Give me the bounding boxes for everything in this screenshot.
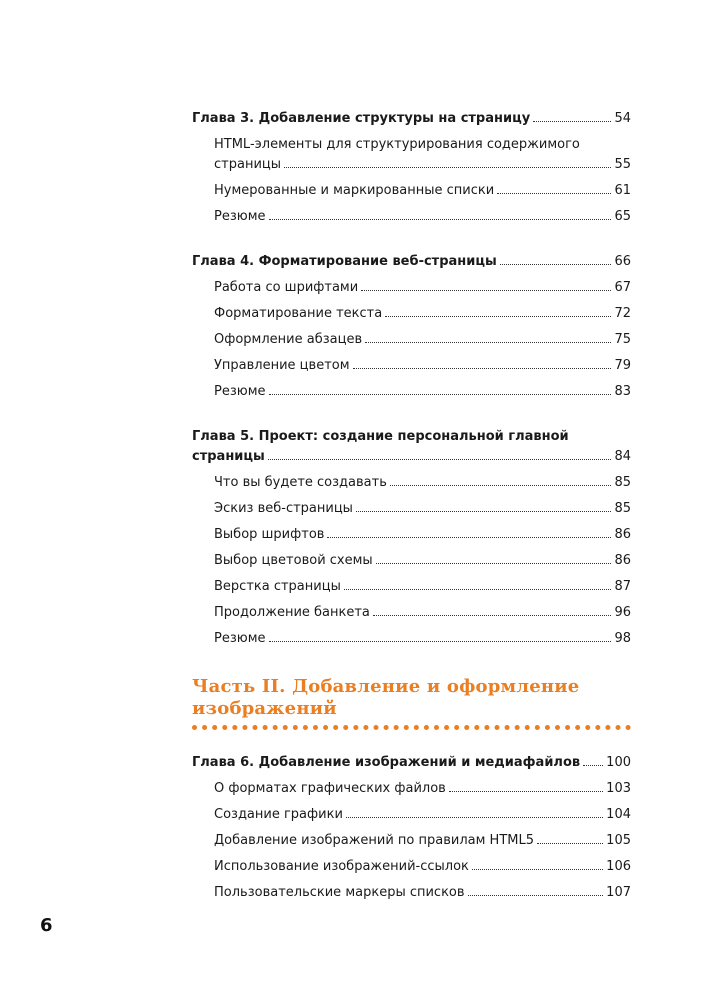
toc-page-number: 104 [606,807,631,822]
toc-page-number: 79 [614,358,631,373]
toc-entry-title-line: HTML-элементы для структурирования содержимого [214,137,580,152]
toc-group-chapter-4 [192,249,631,405]
toc-leader-dots [327,537,611,538]
toc-entry-title-line: страницы [214,157,281,172]
toc-page-number: 65 [614,209,631,224]
toc-entry-title: Продолжение банкета [214,605,370,620]
toc-page-number: 66 [614,254,631,269]
toc-section-entry[interactable] [192,880,631,906]
toc-section-entry[interactable] [192,275,631,301]
toc-page-number: 87 [614,579,631,594]
toc-page-number: 86 [614,527,631,542]
toc-entry-title: Верстка страницы [214,579,341,594]
toc-entry-title: Выбор шрифтов [214,527,325,542]
toc-page-number: 72 [614,306,631,321]
toc-section-entry[interactable] [192,327,631,353]
toc-leader-dots [284,167,611,168]
toc-leader-dots [269,641,612,642]
toc-entry-title: Оформление абзацев [214,332,363,347]
toc-entry-title: Глава 3. Добавление структуры на страницу [192,111,531,126]
toc-group-chapter-6 [192,750,631,906]
toc-chapter-entry[interactable] [192,424,631,470]
toc-section-entry[interactable] [192,854,631,880]
toc-page-number: 61 [614,183,631,198]
toc-leader-dots [468,895,604,896]
toc-leader-dots [500,264,612,265]
toc-section-entry[interactable] [192,626,631,652]
toc-page-number: 85 [614,501,631,516]
toc-page-number: 54 [614,111,631,126]
part-title-line: Часть II. Добавление и оформление [192,676,580,697]
toc-entry-title: Выбор цветовой схемы [214,553,373,568]
toc-section-entry[interactable] [192,600,631,626]
toc-leader-dots [472,869,603,870]
toc-section-entry[interactable] [192,496,631,522]
toc-entry-title-line: Глава 5. Проект: создание персональной главной [192,429,569,444]
toc-leader-dots [344,589,612,590]
toc-section-entry[interactable] [192,379,631,405]
toc-entry-title: Что вы будете создавать [214,475,387,490]
toc-section-entry[interactable] [192,178,631,204]
toc-entry-title: Пользовательские маркеры списков [214,885,465,900]
toc-section-entry[interactable] [192,301,631,327]
toc-chapter-entry[interactable] [192,106,631,132]
toc-leader-dots [361,290,611,291]
toc-entry-title: Добавление изображений по правилам HTML5 [214,833,535,848]
toc-section-entry[interactable] [192,522,631,548]
toc-leader-dots [365,342,611,343]
toc-entry-title: Нумерованные и маркированные списки [214,183,495,198]
toc-section-entry[interactable] [192,548,631,574]
toc-page-number: 86 [614,553,631,568]
toc-section-entry[interactable] [192,574,631,600]
toc-leader-dots [346,817,603,818]
toc-leader-dots [373,615,612,616]
toc-entry-title-line: страницы [192,449,265,464]
toc-page-number: 75 [614,332,631,347]
toc-section-entry[interactable] [192,776,631,802]
toc-leader-dots [385,316,611,317]
toc-entry-title: Форматирование текста [214,306,383,321]
toc-entry-title: Резюме [214,631,266,646]
part-title-line: изображений [192,698,337,719]
toc-leader-dots [269,219,612,220]
toc-leader-dots [353,368,612,369]
toc-page-number: 85 [614,475,631,490]
toc-leader-dots [269,394,612,395]
toc-leader-dots [537,843,603,844]
toc-section-entry[interactable] [192,132,631,178]
toc-entry-title: Резюме [214,384,266,399]
toc-page-number: 96 [614,605,631,620]
toc-section-entry[interactable] [192,802,631,828]
toc-page-number: 67 [614,280,631,295]
toc-leader-dots [533,121,611,122]
toc-section-entry[interactable] [192,204,631,230]
toc-page-number: 55 [614,157,631,172]
toc-leader-dots [497,193,611,194]
toc-leader-dots [583,765,603,766]
toc-leader-dots [268,459,612,460]
toc-entry-title: Создание графики [214,807,343,822]
toc-entry-title: Использование изображений-ссылок [214,859,469,874]
toc-entry-title: Работа со шрифтами [214,280,359,295]
toc-page-number: 100 [606,755,631,770]
toc-page-number: 105 [606,833,631,848]
toc-leader-dots [390,485,612,486]
toc-group-chapter-5 [192,424,631,652]
part-dotted-rule [192,725,631,730]
toc-page-number: 107 [606,885,631,900]
toc-leader-dots [376,563,612,564]
toc-section-entry[interactable] [192,470,631,496]
toc-entry-title: Эскиз веб-страницы [214,501,353,516]
toc-section-entry[interactable] [192,828,631,854]
toc-page-number: 106 [606,859,631,874]
toc-section-entry[interactable] [192,353,631,379]
toc-page-number: 84 [614,449,631,464]
toc-chapter-entry[interactable] [192,249,631,275]
toc-entry-title: Глава 6. Добавление изображений и медиафайлов [192,755,581,770]
toc-entry-title: Глава 4. Форматирование веб-страницы [192,254,497,269]
toc-leader-dots [449,791,603,792]
page-number: 6 [40,915,53,936]
toc-entry-title: Резюме [214,209,266,224]
toc-chapter-entry[interactable] [192,750,631,776]
toc-leader-dots [356,511,612,512]
part-heading [192,676,631,730]
table-of-contents [192,106,631,925]
toc-page-number: 98 [614,631,631,646]
toc-group-chapter-3 [192,106,631,230]
toc-entry-title: Управление цветом [214,358,350,373]
toc-page-number: 83 [614,384,631,399]
toc-entry-title: О форматах графических файлов [214,781,446,796]
toc-page-number: 103 [606,781,631,796]
